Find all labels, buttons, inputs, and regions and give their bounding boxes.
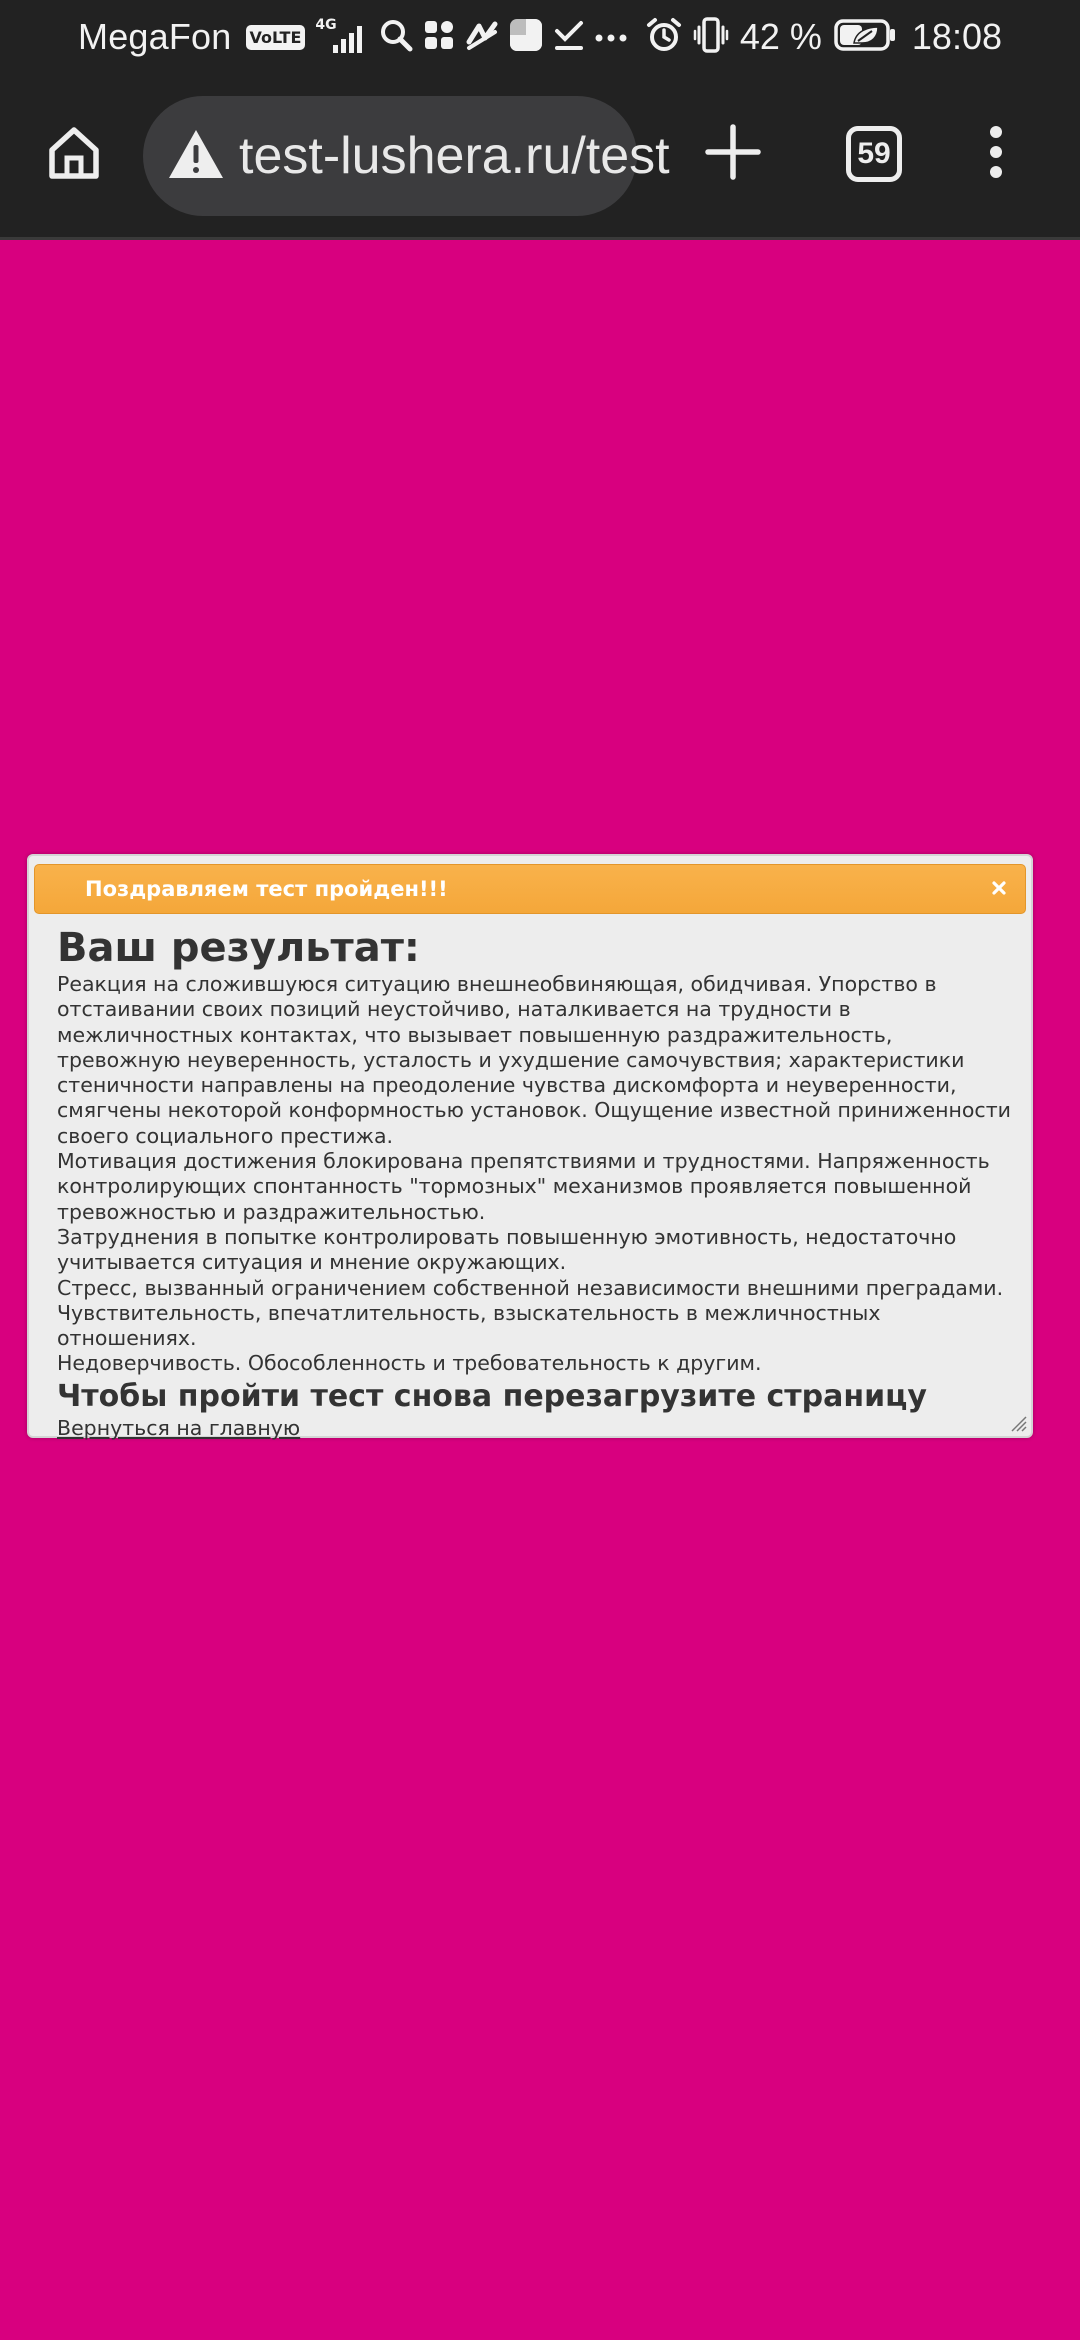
status-bar: [0, 0, 1080, 74]
browser-toolbar: [0, 74, 1080, 240]
more-vert-icon: [988, 125, 1004, 183]
warning-icon[interactable]: [167, 128, 225, 184]
close-icon: [992, 880, 1006, 899]
back-to-home-link[interactable]: Вернуться на главную: [57, 1415, 301, 1440]
volte-badge: VoLTE: [246, 25, 306, 50]
dialog-header: [34, 864, 1026, 914]
tab-switcher-button[interactable]: 59: [846, 126, 902, 182]
result-dialog: [27, 854, 1033, 1438]
notes-icon: [509, 18, 543, 56]
dialog-body: [57, 924, 1017, 1441]
new-tab-button[interactable]: [697, 118, 769, 190]
carrier-name: MegaFon: [78, 16, 232, 57]
search-icon: [379, 18, 413, 56]
home-button[interactable]: [38, 118, 110, 190]
dialog-title: Поздравляем тест пройден!!!: [85, 877, 448, 901]
result-paragraph: Реакция на сложившуюся ситуацию внешнеобвиняющая, обидчивая. Упорство в отстаивании своих позиций неустойчиво, наталкивается на трудности в межличностных контактах, что вызывает повышенную раздражительность, тревожную неуверенность, усталость и ухудшение самочувствия; характеристики стеничности направлены на преодоление чувства дискомфорта и неуверенности, смягчены некоторой конформностью установок. Ощущение известной приниженности своего социального престижа.: [57, 972, 1011, 1148]
url-text[interactable]: test-lushera.ru/test: [239, 127, 670, 185]
health-icon: [465, 20, 499, 54]
status-bar-right: [646, 0, 1002, 74]
task-done-icon: [553, 19, 585, 55]
battery-icon: [834, 19, 896, 55]
signal-icon: [315, 17, 369, 57]
close-button[interactable]: [987, 877, 1011, 901]
network-type-label: 4G: [315, 17, 337, 33]
status-bar-left: [78, 0, 627, 74]
vibrate-icon: [694, 17, 728, 57]
result-heading: Ваш результат:: [57, 925, 420, 971]
clock: 18:08: [911, 16, 1002, 57]
more-notifications-icon: [595, 28, 627, 47]
result-paragraph: Затруднения в попытке контролировать повышенную эмотивность, недостаточно учитывается ситуация и мнение окружающих.: [57, 1224, 957, 1275]
resize-grip-icon[interactable]: [1009, 1414, 1027, 1432]
result-paragraph: Мотивация достижения блокирована препятствиями и трудностями. Напряженность контролирующих спонтанность "тормозных" механизмов проявляется повышенной тревожностью и раздражительностью.: [57, 1149, 990, 1224]
alarm-icon: [646, 17, 682, 57]
result-paragraph: Стресс, вызванный ограничением собственной независимости внешними преградами.: [57, 1275, 1004, 1300]
plus-icon: [706, 125, 760, 183]
home-icon: [44, 122, 104, 186]
result-paragraph: Чувствительность, впечатлительность, взыскательность в межличностных отношениях.: [57, 1300, 881, 1351]
menu-button[interactable]: [970, 118, 1022, 190]
retry-heading: Чтобы пройти тест снова перезагрузите страницу: [57, 1378, 927, 1414]
battery-percent: 42 %: [739, 16, 822, 57]
apps-icon: [423, 19, 455, 55]
address-bar[interactable]: [143, 96, 670, 216]
result-paragraph: Недоверчивость. Обособленность и требовательность к другим.: [57, 1351, 762, 1376]
